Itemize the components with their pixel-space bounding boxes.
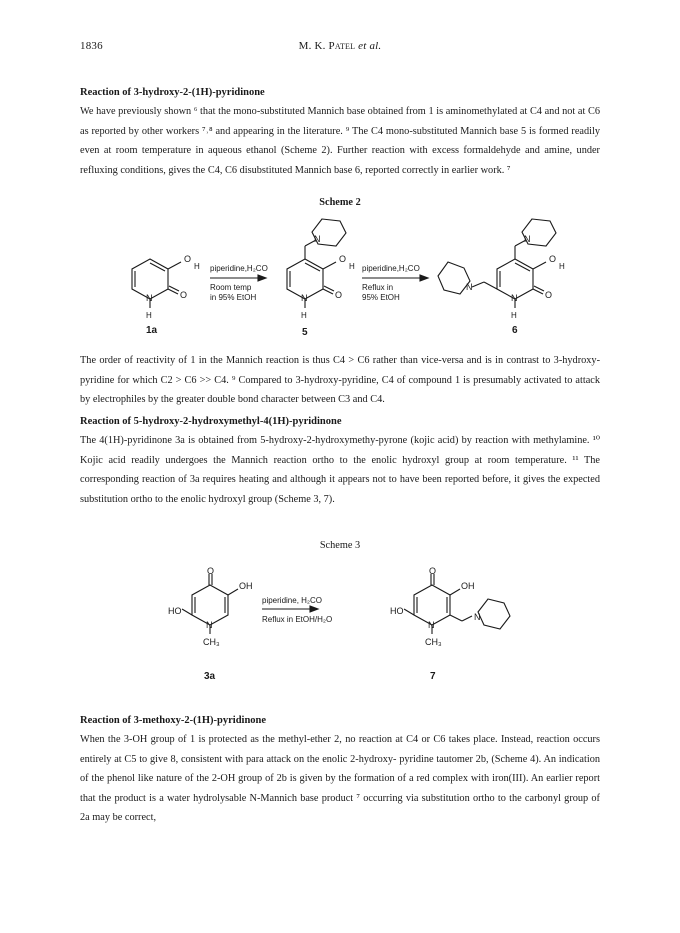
scheme3-title: Scheme 3 (319, 540, 361, 551)
atom-H: H (559, 262, 565, 271)
atom-N: N (428, 620, 435, 630)
page-number: 1836 (80, 40, 103, 52)
atom-N: N (146, 293, 153, 303)
scheme2-arrow1-reagent: piperidine,H₂CO (210, 264, 268, 273)
running-header-etal: et al. (358, 40, 382, 52)
compound-label-3a: 3a (204, 671, 216, 682)
atom-N: N (524, 234, 531, 244)
scheme2-arrow1-cond1: Room temp (210, 283, 252, 292)
compound-label-7: 7 (430, 671, 436, 682)
compound-label-1a: 1a (146, 325, 158, 336)
atom-O: O (429, 566, 437, 576)
compound-label-5: 5 (302, 327, 308, 338)
atom-H: H (511, 311, 517, 320)
section-heading-3: Reaction of 3-methoxy-2-(1H)-pyridinone (80, 715, 267, 726)
atom-H: H (146, 311, 152, 320)
section-heading-2: Reaction of 5-hydroxy-2-hydroxymethyl-4(1H)-pyridinone (80, 416, 342, 427)
atom-O: O (545, 290, 553, 300)
scheme2-arrow2-reagent: piperidine,H₂CO (362, 264, 420, 273)
atom-O: O (180, 290, 188, 300)
atom-OH: OH (239, 581, 253, 591)
running-header-authors: M. K. Patel (298, 40, 356, 52)
atom-HO: HO (168, 606, 182, 616)
atom-N: N (206, 620, 213, 630)
atom-N: N (314, 234, 321, 244)
atom-O: O (549, 254, 557, 264)
atom-H: H (349, 262, 355, 271)
atom-N: N (511, 293, 518, 303)
atom-OH: OH (461, 581, 475, 591)
atom-CH3: CH₃ (425, 637, 442, 647)
atom-O: O (335, 290, 343, 300)
running-header (0, 40, 680, 52)
atom-O: O (184, 254, 192, 264)
section2-paragraph-1: The 4(1H)-pyridinone 3a is obtained from 5-hydroxy-2-hydroxymethy-pyrone (kojic acid) by reaction with methylamine. ¹⁰ Kojic acid readily undergoes the Mannich reaction ortho to the enolic hydroxyl group at room temperature. ¹¹ The corresponding reaction of 3a requires heating and although it appears not to have been reported before, it gives the expected substitution ortho to the enolic hydroxyl group (Scheme 3, 7). (80, 435, 600, 505)
scheme3-arrow-reagent: piperidine, H₂CO (262, 596, 323, 605)
atom-HO: HO (390, 606, 404, 616)
scheme2-diagram (0, 214, 680, 344)
atom-N: N (466, 282, 473, 292)
scheme2-arrow1-cond2: in 95% EtOH (210, 293, 257, 302)
atom-H: H (301, 311, 307, 320)
scheme2-arrow2-cond2: 95% EtOH (362, 293, 400, 302)
atom-N: N (474, 612, 481, 622)
section-heading-1: Reaction of 3-hydroxy-2-(1H)-pyridinone (80, 87, 265, 98)
section3-paragraph-1: When the 3-OH group of 1 is protected as the methyl-ether 2, no reaction at C4 or C6 takes place. Instead, reaction occurs entirely at C5 to give 8, consistent with para attack on the enolic 2-hydroxy- pyridine tautomer 2b, (Scheme 4). An indication of the phenol like nature of the 2-OH group of 2b is given by the formation of a red complex with iron(III). An earlier report that the product is a water hydrolysable N-Mannich base product ⁷ occurring via substitution ortho to the carbonyl group of 2a may be correct, (80, 734, 600, 824)
atom-O: O (207, 566, 215, 576)
atom-H: H (194, 262, 200, 271)
atom-CH3: CH₃ (203, 637, 220, 647)
scheme2-title: Scheme 2 (319, 197, 361, 208)
scheme3-diagram (0, 560, 680, 690)
section1-paragraph-1: We have previously shown ⁶ that the mono-substituted Mannich base obtained from 1 is aminomethylated at C4 and not at C6 as reported by other workers ⁷˒⁸ and appearing in the literature. ⁹ The C4 mono-substituted Mannich base 5 is formed readily even at room temperature in aqueous ethanol (Scheme 2). Further reaction with excess formaldehyde and amine, under refluxing conditions, gives the C4, C6 disubstituted Mannich base 6, reported correctly in earlier work. ⁷ (80, 106, 600, 176)
scheme2-arrow2-cond1: Reflux in (362, 283, 394, 292)
atom-N: N (301, 293, 308, 303)
compound-label-6: 6 (512, 325, 518, 336)
scheme3-arrow-conditions: Reflux in EtOH/H₂O (262, 615, 333, 624)
atom-O: O (339, 254, 347, 264)
section1-paragraph-2: The order of reactivity of 1 in the Mannich reaction is thus C4 > C6 rather than vice-versa and is in contrast to 3-hydroxy-pyridine for which C2 > C6 >> C4. ⁹ Compared to 3-hydroxy-pyridine, C4 of compound 1 is presumably activated to attack by electrophiles by the greater double bond character between C3 and C4. (80, 355, 600, 406)
